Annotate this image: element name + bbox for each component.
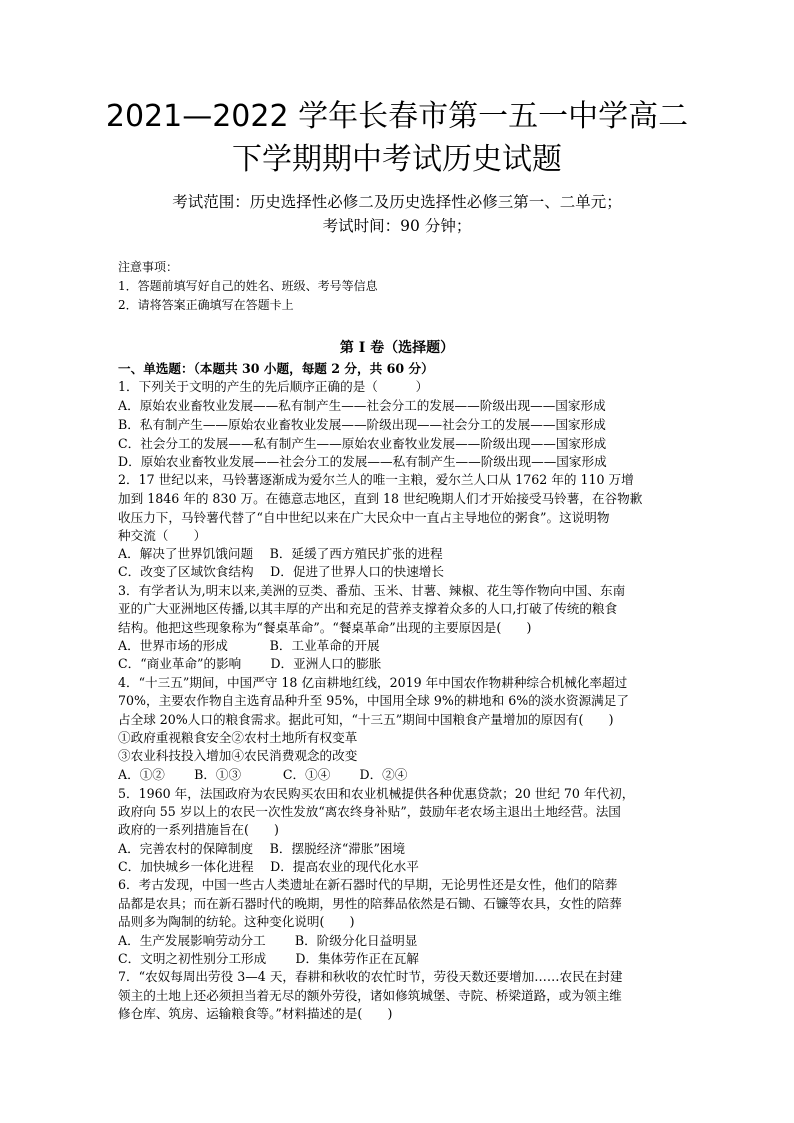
option-line: A．①② B．①③ C．①④ D．②④: [118, 767, 408, 782]
question-line: 品则多为陶制的纺轮。这种变化说明( ): [118, 914, 355, 929]
question-line: 2．17 世纪以来，马铃薯逐渐成为爱尔兰人的唯一主粮，爱尔兰人口从 1762 年的 110 万增: [118, 472, 634, 487]
option-line: A．世界市场的形成 B．工业革命的开展: [118, 638, 380, 653]
question-line: 结构。他把这些现象称为“餐桌革命”。“餐桌革命”出现的主要原因是( ): [118, 620, 532, 635]
option-line: C．加快城乡一体化进程 D．提高农业的现代化水平: [118, 859, 419, 874]
exam-title-line2: 下学期期中考试历史试题: [232, 142, 562, 177]
question-line: 4．“十三五”期间，中国严守 18 亿亩耕地红线，2019 年中国农作物耕种综合机械化率超过: [118, 675, 628, 690]
question-line: 领主的土地上还必须担当着无尽的额外劳役，诸如修筑城堡、寺院、桥梁道路，或为领主维: [118, 988, 622, 1003]
question-line: 占全球 20%人口的粮食需求。据此可知，“十三五”期间中国粮食产量增加的原因有( ): [118, 712, 614, 727]
notes-heading: 注意事项：: [118, 260, 179, 274]
question-line: 70%，主要农作物自主选育品种升至 95%，中国用全球 9%的耕地和 6%的淡水资源满足了: [118, 693, 629, 708]
option-line: A．原始农业畜牧业发展——私有制产生——社会分工的发展——阶级出现——国家形成: [118, 398, 606, 413]
note-item: 1．答题前填写好自己的姓名、班级、考号等信息: [118, 279, 378, 293]
option-line: B．私有制产生——原始农业畜牧业发展——阶级出现——社会分工的发展——国家形成: [118, 417, 606, 432]
question-line: 5．1960 年，法国政府为农民购买农田和农业机械提供各种优惠贷款；20 世纪 70 年代初，: [118, 786, 635, 801]
question-line: ①政府重视粮食安全②农村土地所有权变革: [118, 730, 358, 745]
question-line: 加到 1846 年的 830 万。在德意志地区，直到 18 世纪晚期人们才开始接受马铃薯，在谷物歉: [118, 491, 643, 506]
question-line: ③农业科技投入增加④农民消费观念的改变: [118, 748, 358, 763]
question-line: 7．“农奴每周出劳役 3—4 天，春耕和秋收的农忙时节，劳役天数还要增加……农民在封建: [118, 969, 623, 984]
question-line: 收压力下，马铃薯代替了“自中世纪以来在广大民众中一直占主导地位的粥食”。这说明物: [118, 510, 610, 525]
question-line: 亚的广大亚洲地区传播,以其丰厚的产出和充足的营养支撑着众多的人口,打破了传统的粮食: [118, 601, 618, 616]
exam-title-line1: 2021—2022 学年长春市第一五一中学高二: [105, 99, 689, 134]
section-title: 第 I 卷（选择题）: [339, 340, 455, 356]
option-line: C．社会分工的发展——私有制产生——原始农业畜牧业发展——阶级出现——国家形成: [118, 436, 607, 451]
option-line: C．改变了区域饮食结构 D．促进了世界人口的快速增长: [118, 564, 444, 579]
question-line: 品都是农具；而在新石器时代的晚期，男性的陪葬品依然是石锄、石镰等农具，女性的陪葬: [118, 896, 622, 911]
note-item: 2．请将答案正确填写在答题卡上: [118, 298, 294, 312]
question-line: 1．下列关于文明的产生的先后顺序正确的是（ ）: [118, 379, 429, 394]
option-line: D．原始农业畜牧业发展——社会分工的发展——私有制产生——阶级出现——国家形成: [118, 454, 607, 469]
option-line: A．生产发展影响劳动分工 B．阶级分化日益明显: [118, 933, 418, 948]
option-line: A．完善农村的保障制度 B．摆脱经济“滞胀”困境: [118, 841, 406, 856]
question-line: 3．有学者认为,明末以来,美洲的豆类、番茄、玉米、甘薯、辣椒、花生等作物向中国、东南: [118, 583, 626, 598]
question-line: 6．考古发现，中国一些古人类遗址在新石器时代的早期，无论男性还是女性，他们的陪葬: [118, 877, 618, 892]
option-line: C．文明之初性别分工形成 D．集体劳作正在瓦解: [118, 951, 419, 966]
question-line: 政府向 55 岁以上的农民一次性发放“离农终身补贴”，鼓励年老农场主退出土地经营。法国: [118, 804, 621, 819]
question-line: 政府的一系列措施旨在( ): [118, 822, 279, 837]
exam-time: 考试时间：90 分钟；: [322, 217, 472, 235]
option-line: A．解决了世界饥饿问题 B．延缓了西方殖民扩张的进程: [118, 546, 443, 561]
exam-scope: 考试范围：历史选择性必修二及历史选择性必修三第一、二单元；: [172, 193, 622, 211]
question-line: 种交流（ ）: [118, 528, 207, 543]
option-line: C．“商业革命”的影响 D．亚洲人口的膨胀: [118, 656, 382, 671]
part-heading: 一、单选题：（本题共 30 小题，每题 2 分，共 60 分）: [118, 361, 434, 376]
question-line: 修仓库、筑房、运输粮食等。”材料描述的是( ): [118, 1006, 393, 1021]
